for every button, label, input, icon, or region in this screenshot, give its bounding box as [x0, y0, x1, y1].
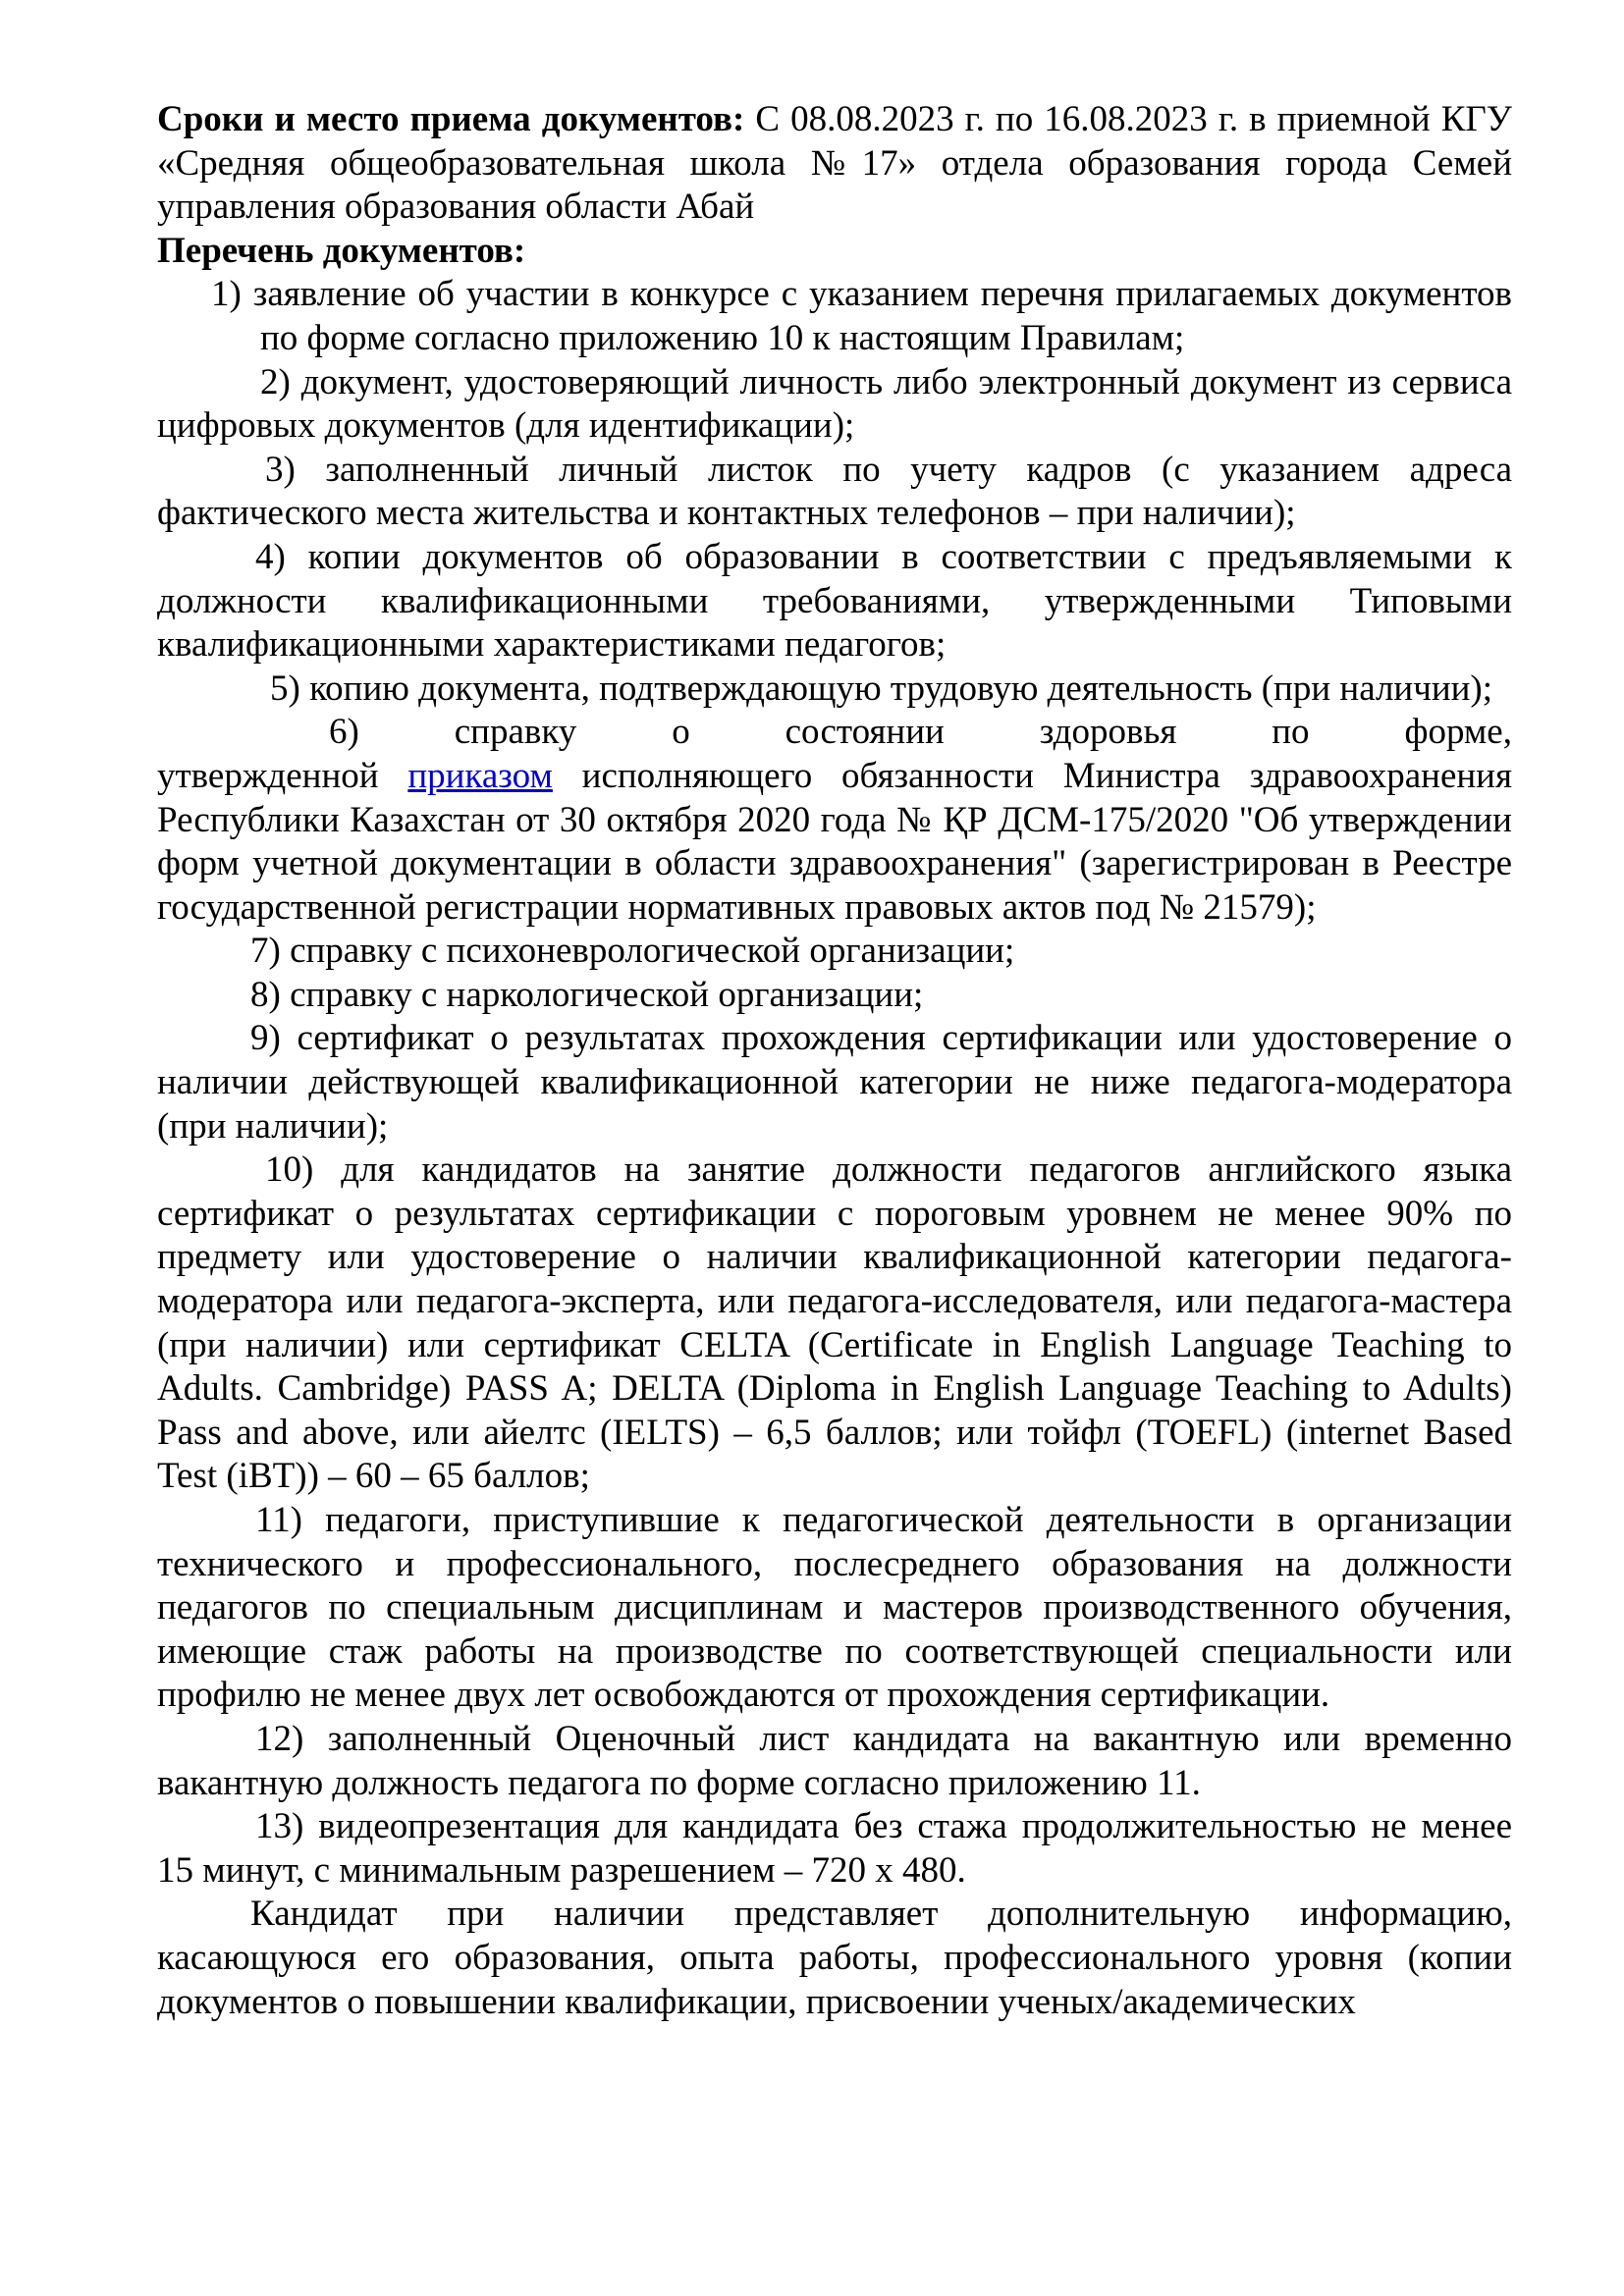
intro-label: Сроки и место приема документов: [157, 99, 745, 139]
list-item-3: 3) заполненный личный листок по учету кадров (с указанием адреса фактического места жительства и контактных телефонов – при наличии); [157, 449, 1512, 534]
list-item-4: 4) копии документов об образовании в соответствии с предъявляемыми к должности квалификационными требованиями, утвержденными Типовыми квалификационными характеристиками педагогов; [157, 536, 1512, 666]
item-6-before-link: утвержденной [157, 755, 408, 796]
list-item-1: 1) заявление об участии в конкурсе с указанием перечня прилагаемых документов по форме согласно приложению 10 к настоящим Правилам; [211, 274, 1512, 358]
item-6-word: форме, [1404, 712, 1512, 753]
list-heading: Перечень документов: [157, 230, 526, 271]
item-6-word: здоровья [1039, 712, 1177, 753]
item-6-word: справку [454, 712, 577, 753]
intro-paragraph [157, 98, 1512, 230]
intro-text: С 08.08.2023 г. по 16.08.2023 г. в приемной КГУ «Средняя общеобразовательная школа №17» отдела образования города Семей управления образования области Абай [157, 99, 1513, 228]
closing-paragraph: Кандидат при наличии представляет дополнительную информацию, касающуюся его образования, опыта работы, профессионального уровня (копии документов о повышении квалификации, присвоении ученых/академических [157, 1894, 1512, 2022]
item-6-word: по [1272, 712, 1310, 753]
item-6-after-link: исполняющего обязанности Министра здравоохранения Республики Казахстан от 30 октября 2020 года № ҚР ДСМ-175/2020 "Об утверждении форм учетной документации в области здравоохранения" (зарегистрирован в Реестре государственной регистрации нормативных правовых актов под № 21579); [157, 755, 1512, 928]
list-item-9: 9) сертификат о результатах прохождения сертификации или удостоверение о наличии действующей квалификационной категории не ниже педагога-модератора (при наличии); [157, 1018, 1512, 1147]
list-item-13: 13) видеопрезентация для кандидата без стажа продолжительностью не менее 15 минут, с минимальным разрешением – 720 х 480. [157, 1806, 1512, 1891]
list-item-8: 8) справку с наркологической организации; [250, 974, 924, 1015]
order-link[interactable]: приказом [407, 755, 553, 796]
list-item-2: 2) документ, удостоверяющий личность либо электронный документ из сервиса цифровых документов (для идентификации); [157, 361, 1512, 447]
item-6-word: 6) [329, 712, 359, 753]
document-page [157, 98, 1512, 2024]
list-item-6-first-line [157, 711, 1512, 755]
list-item-5: 5) копию документа, подтверждающую трудовую деятельность (при наличии); [270, 667, 1493, 709]
list-item-7: 7) справку с психоневрологической организации; [250, 931, 1015, 972]
list-item-6 [157, 711, 1512, 930]
list-item-11: 11) педагоги, приступившие к педагогической деятельности в организации технического и профессионального, послесреднего образования на должности педагогов по специальным дисциплинам и мастеров производственного обучения, имеющие стаж работы на производстве по соответствующей специальности или профилю не менее двух лет освобождаются от прохождения сертификации. [157, 1500, 1512, 1716]
list-item-12: 12) заполненный Оценочный лист кандидата на вакантную или временно вакантную должность педагога по форме согласно приложению 11. [157, 1718, 1512, 1803]
item-6-word: состоянии [785, 712, 945, 753]
item-6-word: о [672, 712, 690, 753]
list-item-6-body [157, 755, 1512, 930]
list-item-10: 10) для кандидатов на занятие должности педагогов английского языка сертификат о результатах сертификации с пороговым уровнем не менее 90% по предмету или удостоверение о наличии квалификационной категории педагога-модератора или педагога-эксперта, или педагога-исследователя, или педагога-мастера (при наличии) или сертификат CELTA (Certificate in English Language Teaching to Adults. Cambridge) PASS A; DELTA (Diploma in English Language Teaching to Adults) Pass and above, или айелтс (IELTS) – 6,5 баллов; или тойфл (TOEFL) (internet Based Test (iBT)) – 60 – 65 баллов; [157, 1149, 1512, 1497]
